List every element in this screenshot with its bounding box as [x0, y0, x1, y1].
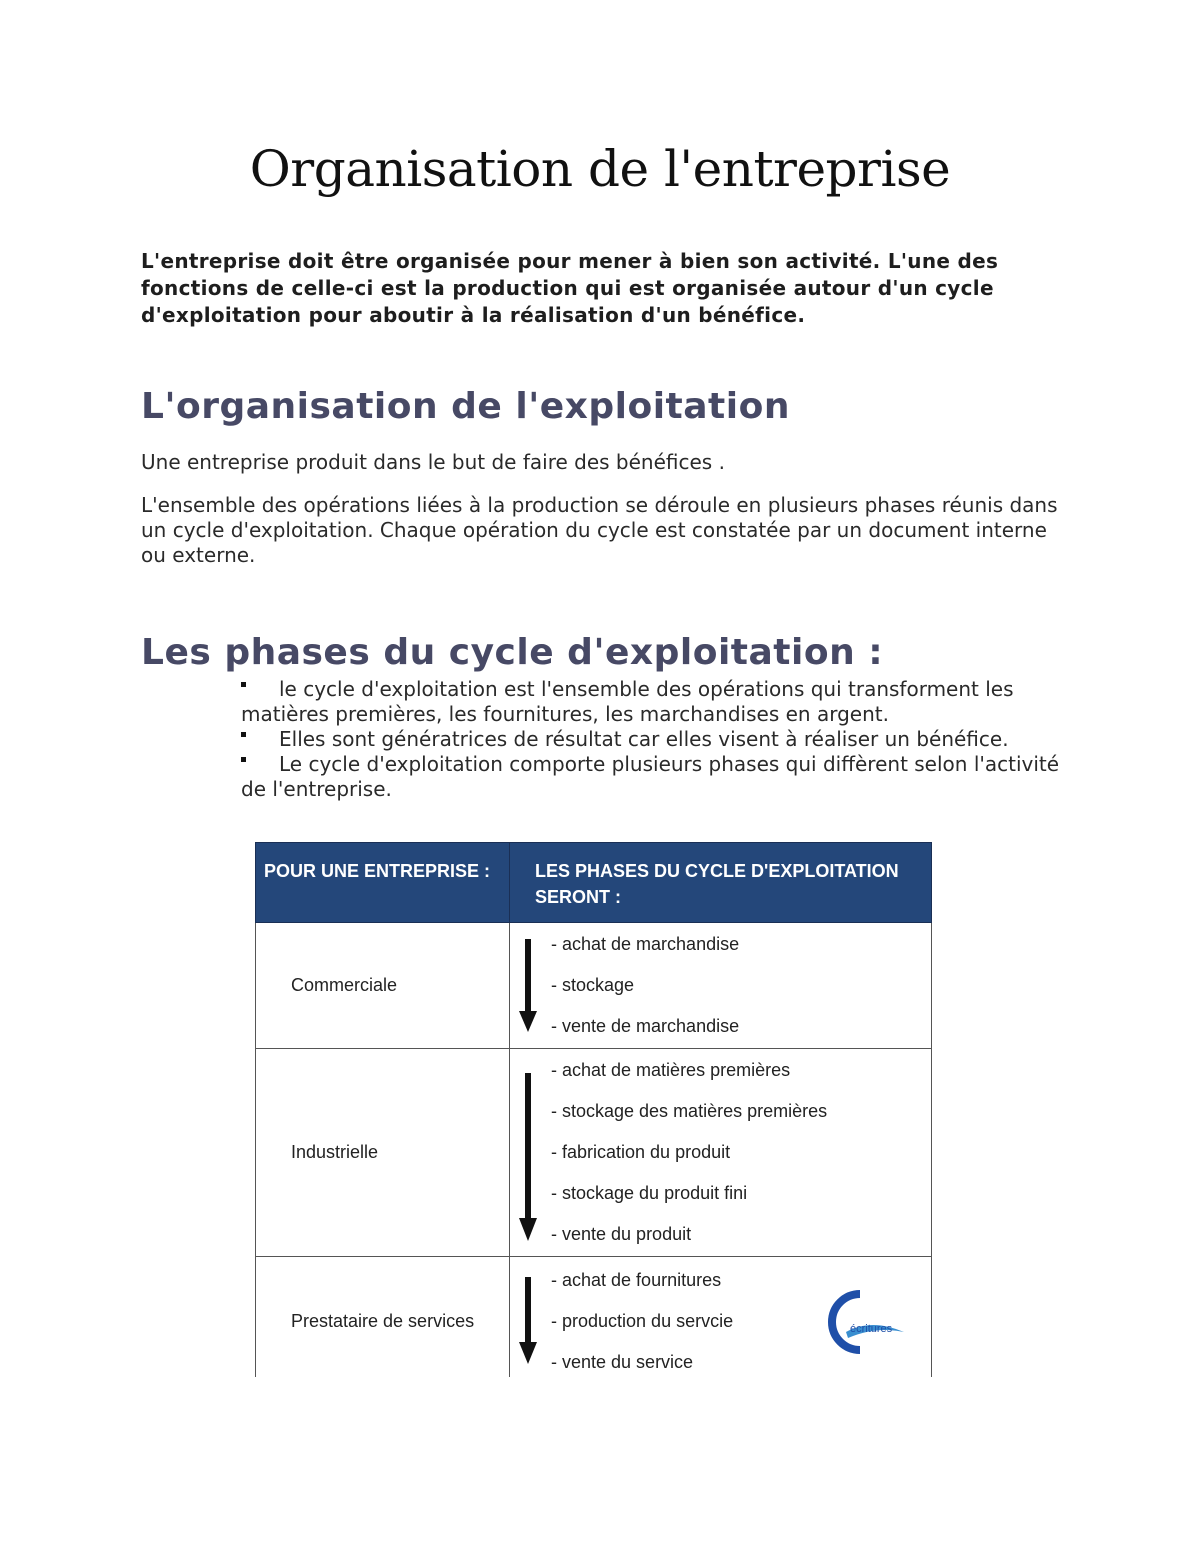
bullet-text: le cycle d'exploitation est l'ensemble des opérations qui transforment les matières premières, les fournitures, les marchandises en argent. [241, 677, 1014, 726]
list-item [241, 752, 1061, 802]
intro-paragraph: L'entreprise doit être organisée pour mener à bien son activité. L'une des fonctions de celle-ci est la production qui est organisée autour d'un cycle d'exploitation pour aboutir à la réalisation d'un bénéfice. [141, 249, 999, 327]
bullet-icon [241, 732, 246, 737]
table-row [256, 923, 932, 1049]
logo-text: écritures [850, 1323, 893, 1335]
paragraph-benefices: Une entreprise produit dans le but de faire des bénéfices . [141, 450, 725, 474]
row-type-commerciale: Commerciale [256, 923, 510, 1049]
paragraph-ensemble-operations: L'ensemble des opérations liées à la production se déroule en plusieurs phases réunis dans un cycle d'exploitation. Chaque opération du cycle est constatée par un document interne ou externe. [141, 493, 1058, 567]
bullet-list [241, 677, 1061, 802]
bullet-icon [241, 757, 246, 762]
list-item [241, 677, 1061, 727]
section-heading-phases: Les phases du cycle d'exploitation : [141, 632, 884, 673]
phase-step: - stockage [551, 975, 635, 995]
phase-step: - fabrication du produit [551, 1142, 731, 1162]
row-type-industrielle: Industrielle [256, 1049, 510, 1257]
down-arrow-icon [518, 1073, 538, 1243]
phase-step: - stockage du produit fini [551, 1183, 748, 1203]
bullet-icon [241, 682, 246, 687]
down-arrow-icon [518, 939, 538, 1034]
bullet-text: Le cycle d'exploitation comporte plusieurs phases qui diffèrent selon l'activité de l'entreprise. [241, 752, 1060, 801]
section-heading-organisation: L'organisation de l'exploitation [141, 386, 790, 427]
header-phases: LES PHASES DU CYCLE D'EXPLOITATION SERONT : [510, 843, 932, 923]
phases-cell [510, 923, 932, 1049]
header-entreprise: POUR UNE ENTREPRISE : [256, 843, 510, 923]
phases-cell [510, 1049, 932, 1257]
row-type-prestataire: Prestataire de services [256, 1257, 510, 1387]
phase-step: - stockage des matières premières [551, 1101, 828, 1121]
page-title: Organisation de l'entreprise [249, 140, 951, 198]
page-bottom-margin [0, 1377, 1200, 1553]
phase-step: - vente du produit [551, 1224, 692, 1244]
phase-step: - achat de fournitures [551, 1270, 722, 1290]
phase-step: - vente du service [551, 1352, 694, 1372]
table-header-row [256, 843, 932, 923]
phase-step: - production du servcie [551, 1311, 734, 1331]
down-arrow-icon [518, 1277, 538, 1367]
list-item [241, 727, 1061, 752]
bullet-text: Elles sont génératrices de résultat car elles visent à réaliser un bénéfice. [279, 727, 1009, 751]
phase-step: - vente de marchandise [551, 1016, 740, 1036]
ecritures-logo-icon [816, 1288, 906, 1356]
phase-step: - achat de marchandise [551, 934, 740, 954]
table-row [256, 1049, 932, 1257]
phase-step: - achat de matières premières [551, 1060, 791, 1080]
